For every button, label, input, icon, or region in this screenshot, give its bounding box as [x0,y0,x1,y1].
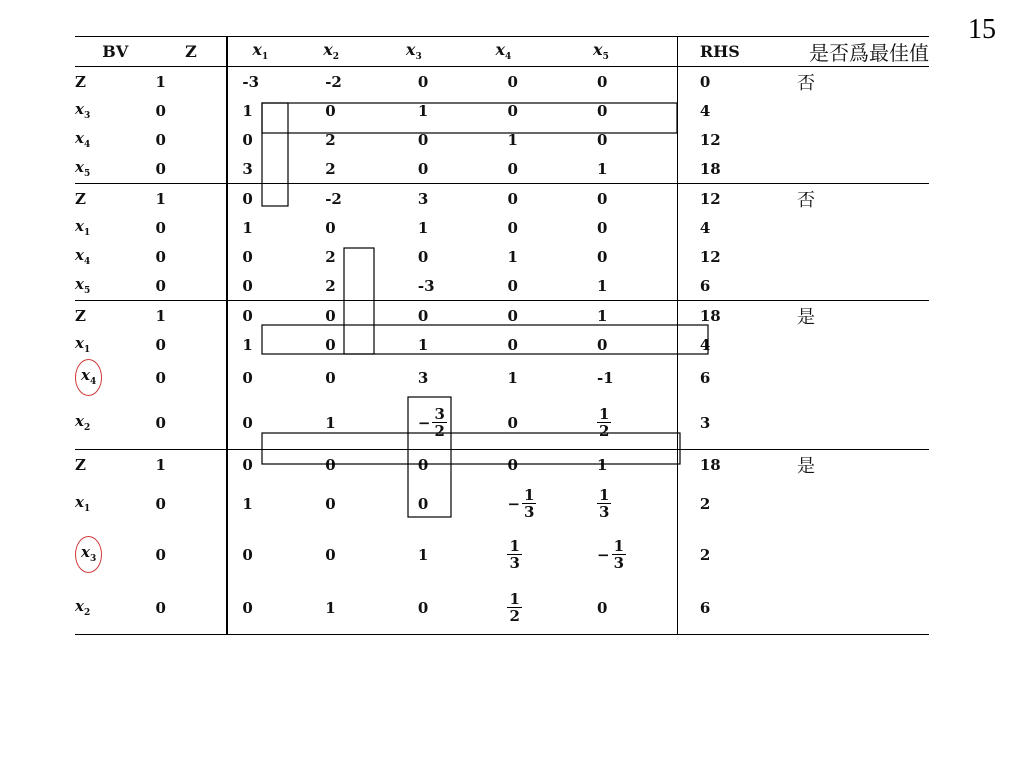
header-x2 [311,37,394,67]
x2-coefficient-cell: 0 [325,101,336,120]
x3-coefficient-cell: 0 [417,494,429,513]
header-rhs: RHS [677,37,797,67]
optimality-cell [797,213,929,242]
x2-coefficient-cell: 0 [325,335,336,354]
optimality-cell: 否 [797,189,815,211]
rhs-cell: 4 [699,335,711,354]
table-row [75,330,929,359]
variable-symbol: $x_2$ [323,40,339,63]
slide-number: 15 [968,14,996,45]
x3-coefficient-cell: 0 [417,130,429,149]
x5-coefficient-cell: 0 [573,67,677,97]
optimality-cell [797,581,929,635]
x1-coefficient-cell: 0 [242,368,253,387]
x1-coefficient-cell: 0 [242,247,253,266]
table-row [75,242,929,271]
rhs-cell: 4 [699,101,711,120]
x4-coefficient-cell [483,479,573,528]
x3-coefficient-cell: 0 [417,72,429,91]
minus-sign: − [507,494,521,513]
x5-coefficient-cell: -1 [573,359,677,396]
table-row [75,154,929,184]
table-row [75,67,929,97]
x3-coefficient-cell: 0 [417,247,429,266]
table-row [75,581,929,635]
z-coefficient-cell: 0 [156,396,228,450]
variable-symbol: $x_3$ [405,40,422,63]
x5-coefficient-cell: 0 [573,213,677,242]
rhs-cell: 18 [699,455,721,474]
x4-coefficient-cell: 1 [507,368,518,387]
x1-coefficient-cell: 1 [242,335,253,354]
optimality-cell: 是 [797,306,815,328]
basic-variable-cell [75,479,156,528]
fraction: $\frac{3}{2}$ [434,404,445,440]
rhs-cell: 2 [699,545,711,564]
basic-variable-cell [75,154,156,184]
optimality-cell [797,154,929,184]
basic-variable-cell [75,359,156,396]
x3-coefficient-cell: -3 [394,271,484,301]
x2-coefficient-cell: 2 [325,247,336,266]
variable-symbol: $x_1$ [75,217,91,238]
x5-coefficient-cell: 1 [573,271,677,301]
z-coefficient-cell: 0 [156,154,228,184]
x1-coefficient-cell: 0 [242,130,253,149]
optimality-cell [797,479,929,528]
x4-coefficient-cell: 0 [507,306,518,325]
x4-coefficient-cell: 1 [507,247,518,266]
x3-coefficient-cell: 3 [417,189,429,208]
variable-symbol: $x_5$ [593,40,609,63]
tableau-iteration [75,67,929,184]
x2-coefficient-cell: -2 [325,189,342,208]
x4-coefficient-cell: 1 [507,130,518,149]
header-x1 [227,37,311,67]
header-x4 [483,37,573,67]
z-coefficient-cell: 0 [156,96,228,125]
z-coefficient-cell: 1 [156,184,228,214]
x4-coefficient-cell: 0 [507,101,518,120]
x5-coefficient-cell: 0 [573,96,677,125]
variable-symbol: $x_2$ [75,597,91,618]
x1-coefficient-cell: -3 [242,72,260,91]
fraction: $\frac{1}{3}$ [599,485,610,521]
x4-coefficient-cell: 0 [507,72,518,91]
x4-coefficient-cell: 0 [483,154,573,184]
z-coefficient-cell: 1 [156,450,228,480]
x4-coefficient-cell: 0 [483,271,573,301]
x2-coefficient-cell: 0 [325,545,336,564]
x4-coefficient-cell [483,581,573,635]
rhs-cell: 0 [699,72,711,91]
basic-variable-cell [75,213,156,242]
variable-symbol: $x_1$ [75,493,91,514]
x1-coefficient-cell: 0 [242,545,253,564]
x5-coefficient-cell: 0 [573,184,677,214]
x2-coefficient-cell: -2 [325,72,342,91]
x1-coefficient-cell: 0 [242,306,253,325]
x3-coefficient-cell: 0 [394,154,484,184]
x4-coefficient-cell: 0 [507,335,518,354]
x5-coefficient-cell: 1 [573,154,677,184]
rhs-cell: 2 [699,494,711,513]
variable-symbol: $x_1$ [252,40,269,63]
z-coefficient-cell: 0 [156,528,228,581]
basic-variable-cell [75,125,156,154]
basic-variable-cell [75,581,156,635]
x5-coefficient-cell: 0 [573,330,677,359]
x1-coefficient-cell: 1 [242,494,253,513]
x5-coefficient-cell: 1 [573,450,677,480]
variable-symbol: $x_2$ [75,412,91,433]
optimality-cell [797,330,929,359]
table-row [75,396,929,450]
x5-coefficient-cell: 0 [573,125,677,154]
x4-coefficient-cell [483,528,573,581]
rhs-cell: 4 [699,218,711,237]
z-coefficient-cell: 0 [156,213,228,242]
optimality-cell [797,125,929,154]
fraction: $\frac{1}{2}$ [599,404,610,440]
basic-variable-cell [75,330,156,359]
x4-coefficient-cell: 0 [507,189,518,208]
header-bv: BV [75,37,156,67]
header-x3 [394,37,484,67]
z-coefficient-cell: 0 [156,330,228,359]
x3-coefficient-cell: 0 [417,306,429,325]
rhs-cell: 6 [699,368,711,387]
table-row [75,301,929,331]
variable-symbol: $x_4$ [81,366,97,387]
variable-symbol: $x_3$ [75,100,91,121]
variable-symbol: $x_1$ [75,334,91,355]
x5-coefficient-cell: 1 [573,301,677,331]
table-row [75,359,929,396]
basic-variable-cell [75,396,156,450]
tableau-iteration [75,184,929,301]
x1-coefficient-cell: 3 [227,154,311,184]
basic-variable-cell: Z [75,455,86,474]
x4-coefficient-cell: 0 [507,455,518,474]
table-row [75,271,929,301]
optimality-cell [797,396,929,450]
optimality-cell [797,271,929,301]
x2-coefficient-cell: 0 [325,494,336,513]
x5-coefficient-cell [573,479,677,528]
variable-symbol: $x_5$ [75,275,91,296]
optimality-cell [797,242,929,271]
rhs-cell: 12 [699,130,721,149]
variable-symbol: $x_3$ [81,543,97,564]
rhs-cell: 18 [699,306,721,325]
basic-variable-cell: Z [75,306,86,325]
optimality-cell [797,96,929,125]
optimality-cell: 是 [797,455,815,477]
x2-coefficient-cell: 2 [311,154,394,184]
basic-variable-cell [75,271,156,301]
x3-coefficient-cell: 0 [394,581,484,635]
header-optimal: 是否爲最佳值 [797,37,929,67]
x5-coefficient-cell [573,528,677,581]
optimality-cell [797,528,929,581]
table-row [75,528,929,581]
z-coefficient-cell: 1 [156,301,228,331]
x1-coefficient-cell: 0 [227,271,311,301]
basic-variable-cell [75,528,156,581]
z-coefficient-cell: 0 [156,242,228,271]
z-coefficient-cell: 0 [156,125,228,154]
leaving-variable-circle [75,359,102,396]
x3-coefficient-cell: 1 [417,545,429,564]
basic-variable-cell [75,242,156,271]
x2-coefficient-cell: 0 [325,368,336,387]
x5-coefficient-cell: 0 [573,242,677,271]
x2-coefficient-cell: 2 [325,130,336,149]
fraction: $\frac{1}{3}$ [524,485,535,521]
x1-coefficient-cell: 0 [242,189,253,208]
x1-coefficient-cell: 1 [242,218,253,237]
x2-coefficient-cell: 2 [311,271,394,301]
table-row [75,450,929,480]
x5-coefficient-cell: 0 [573,581,677,635]
basic-variable-cell [75,96,156,125]
x2-coefficient-cell: 0 [325,306,336,325]
z-coefficient-cell: 0 [156,359,228,396]
x3-coefficient-cell [394,396,484,450]
rhs-cell: 6 [677,581,797,635]
rhs-cell: 12 [699,189,721,208]
fraction: $\frac{1}{3}$ [509,536,520,572]
x2-coefficient-cell: 0 [325,218,336,237]
header-x5 [573,37,677,67]
x1-coefficient-cell: 0 [227,396,311,450]
z-coefficient-cell: 0 [156,479,228,528]
table-row [75,125,929,154]
x3-coefficient-cell: 3 [417,368,429,387]
table-row [75,96,929,125]
basic-variable-cell: Z [75,189,86,208]
x5-coefficient-cell [573,396,677,450]
fraction: $\frac{1}{3}$ [613,536,625,572]
z-coefficient-cell: 0 [156,581,228,635]
variable-symbol: $x_5$ [75,158,91,179]
table-row [75,184,929,214]
variable-symbol: $x_4$ [495,40,512,63]
minus-sign: − [417,413,431,432]
rhs-cell: 12 [699,247,721,266]
fraction: $\frac{1}{2}$ [509,589,520,625]
table-row [75,213,929,242]
rhs-cell: 18 [677,154,797,184]
x2-coefficient-cell: 1 [311,396,394,450]
z-coefficient-cell: 0 [156,271,228,301]
x1-coefficient-cell: 1 [242,101,253,120]
header-z: Z [156,37,228,67]
optimality-cell [797,359,929,396]
x2-coefficient-cell: 0 [325,455,336,474]
x1-coefficient-cell: 0 [227,581,311,635]
x3-coefficient-cell: 1 [417,101,429,120]
x4-coefficient-cell: 0 [483,396,573,450]
leaving-variable-circle [75,536,102,573]
rhs-cell: 6 [677,271,797,301]
x3-coefficient-cell: 1 [417,335,429,354]
minus-sign: − [597,545,610,564]
simplex-tableau [75,36,929,635]
tableau-iteration [75,450,929,635]
table-row [75,479,929,528]
tableau-iteration [75,301,929,450]
header-row [75,37,929,67]
basic-variable-cell: Z [75,72,86,91]
optimality-cell: 否 [797,72,815,94]
rhs-cell: 3 [677,396,797,450]
variable-symbol: $x_4$ [75,246,91,267]
variable-symbol: $x_4$ [75,129,91,150]
x3-coefficient-cell: 0 [417,455,429,474]
x2-coefficient-cell: 1 [311,581,394,635]
x3-coefficient-cell: 1 [417,218,429,237]
z-coefficient-cell: 1 [156,67,228,97]
x4-coefficient-cell: 0 [507,218,518,237]
x1-coefficient-cell: 0 [242,455,253,474]
